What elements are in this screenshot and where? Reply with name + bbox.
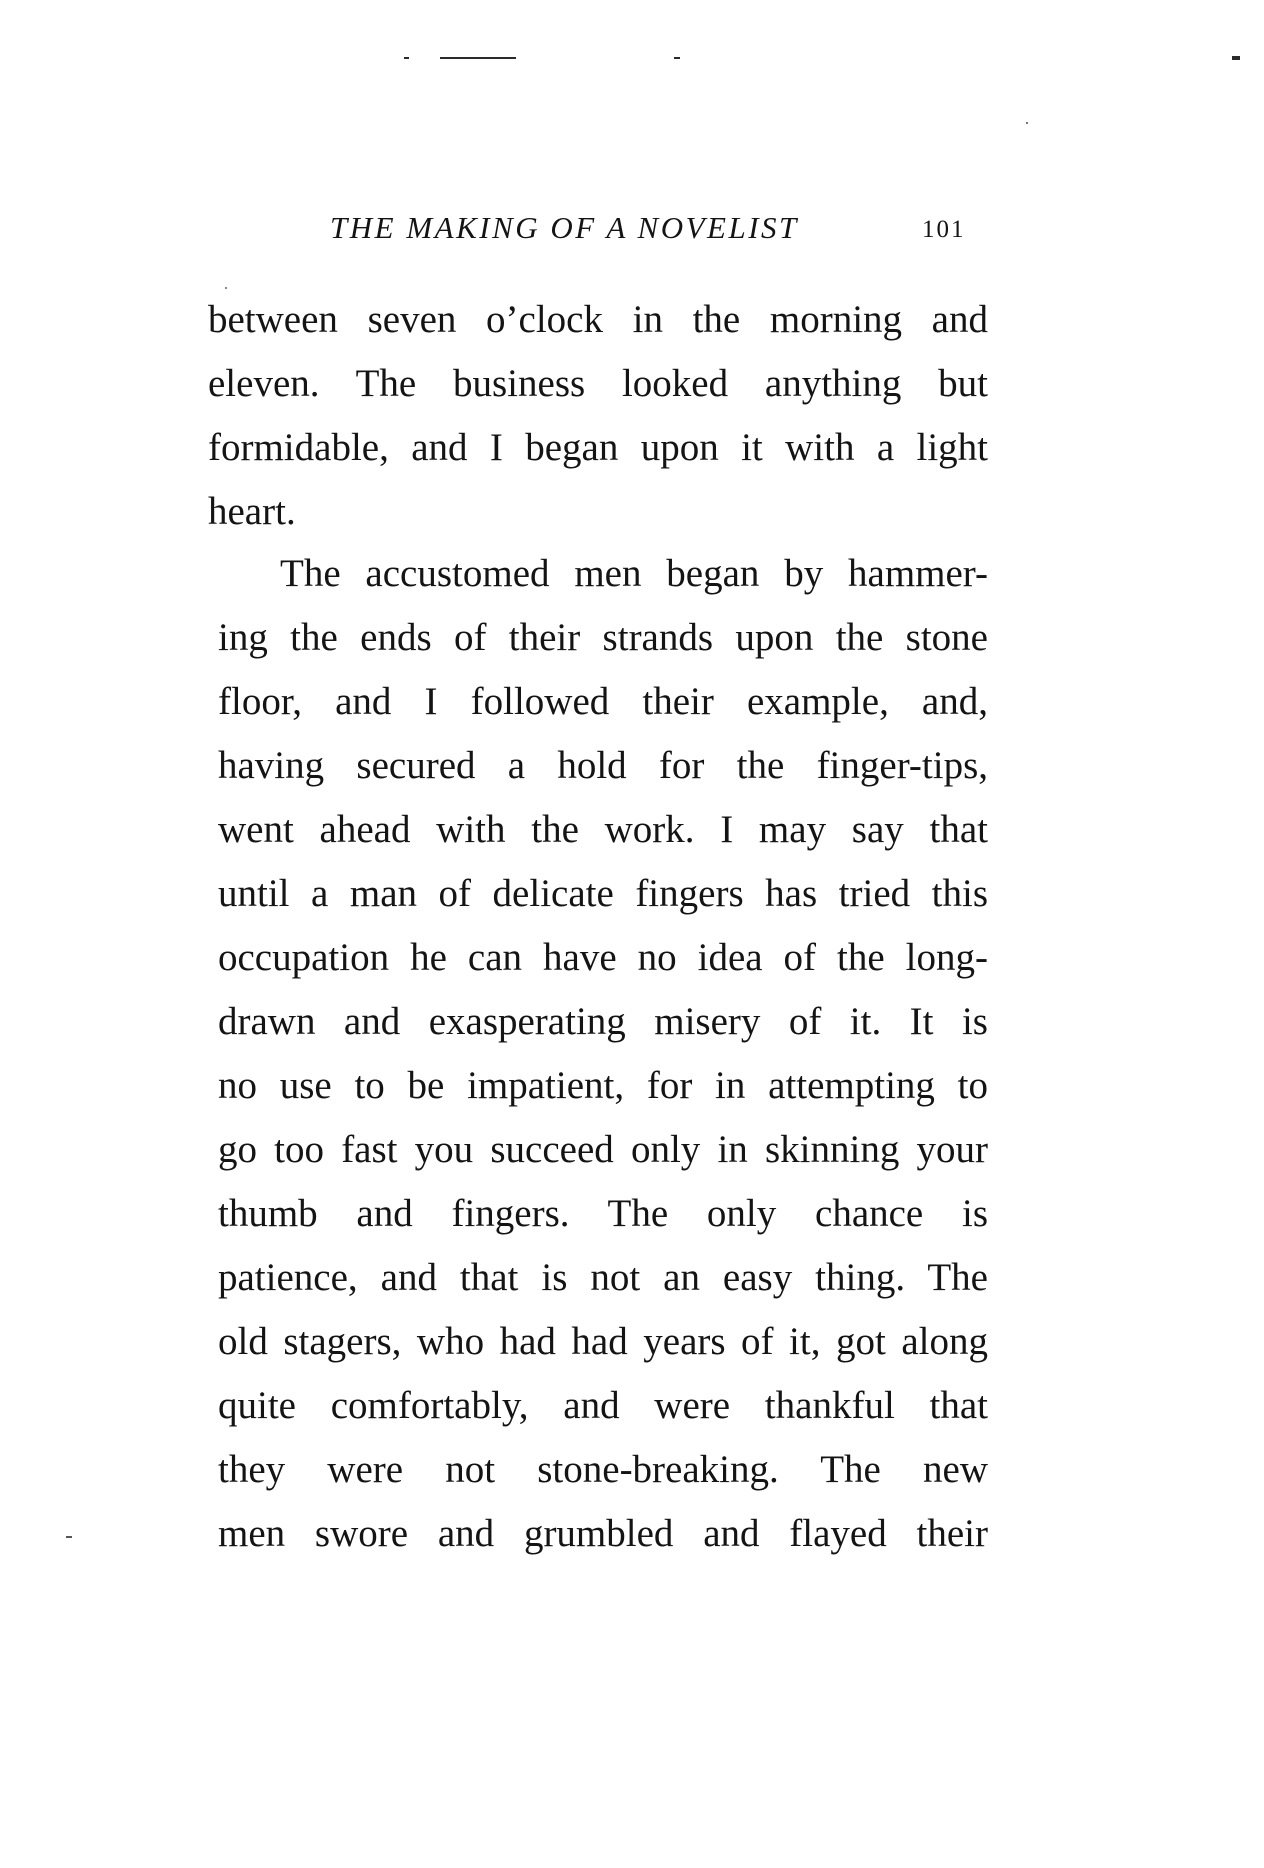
paragraph-1 [208, 288, 988, 544]
text-line: eleven. The business looked anything but [208, 362, 988, 405]
scan-mark [440, 57, 516, 59]
text-line: go too fast you succeed only in skinning your [218, 1128, 988, 1171]
text-line: patience, and that is not an easy thing. The [218, 1256, 988, 1299]
scan-mark [1026, 122, 1028, 124]
running-head: THE MAKING OF A NOVELIST [330, 210, 799, 245]
scan-mark [1232, 56, 1240, 60]
text-line: until a man of delicate fingers has tried this [218, 872, 988, 915]
text-line: no use to be impatient, for in attempting to [218, 1064, 988, 1107]
text-line: heart. [208, 490, 296, 533]
text-line: quite comfortably, and were thankful that [218, 1384, 988, 1427]
text-line: having secured a hold for the finger-tips, [218, 744, 988, 787]
text-line: The accustomed men began by hammer- [280, 552, 988, 595]
text-line: went ahead with the work. I may say that [218, 808, 988, 851]
text-line: thumb and fingers. The only chance is [218, 1192, 988, 1235]
text-line: occupation he can have no idea of the long- [218, 936, 988, 979]
paragraph-2 [218, 542, 988, 1566]
scan-mark [404, 57, 409, 59]
text-line: old stagers, who had had years of it, got along [218, 1320, 988, 1363]
page-number: 101 [922, 216, 966, 243]
text-line: they were not stone-breaking. The new [218, 1448, 988, 1491]
text-line: formidable, and I began upon it with a light [208, 426, 988, 469]
scan-mark [674, 57, 680, 59]
text-line: floor, and I followed their example, and, [218, 680, 988, 723]
text-line: between seven o’clock in the morning and [208, 298, 988, 341]
text-line: ing the ends of their strands upon the stone [218, 616, 988, 659]
text-line: men swore and grumbled and flayed their [218, 1512, 988, 1555]
text-line: drawn and exasperating misery of it. It is [218, 1000, 988, 1043]
scan-mark [66, 1536, 72, 1538]
